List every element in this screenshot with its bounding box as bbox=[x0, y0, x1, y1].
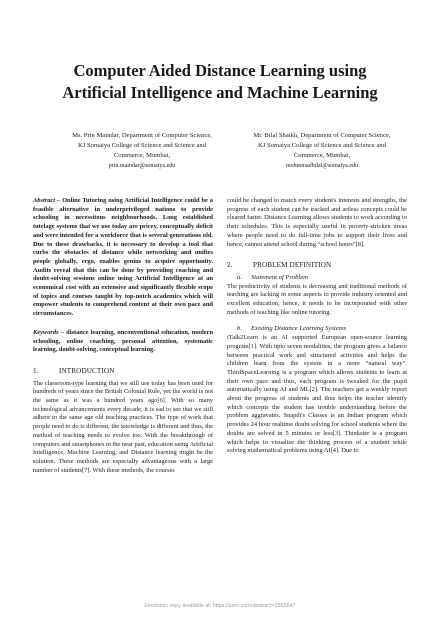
author-1-city: Commerce, Mumbai, bbox=[113, 152, 171, 159]
continued-paragraph: could be changed to match every student's interests and strengths, the progress of each student can be tracked and artless concepts could be cleared faster. Distance Learning allows students to work according to their schedules. This is especially useful in poverty-stricken areas where people need to do full-time jobs to support their lives and hence, cannot attend school during “school hours”[8]. bbox=[227, 197, 407, 248]
author-2-college: KJ Somaiya College of Science and Science and bbox=[258, 142, 386, 149]
author-2-name-dept: Mr. Bilal Shaikh, Department of Computer Science, bbox=[253, 132, 391, 139]
subsection-number: b. bbox=[237, 325, 242, 333]
title-line-1: Computer Aided Distance Learning using bbox=[73, 61, 367, 80]
section-heading-problem-definition bbox=[227, 261, 407, 270]
abstract-text: Online Tutoring using Artificial Intelligence could be a feasible alternative in underprivileged nations to provide schooling in necessitous neighbourhoods. Long established tutelage systems that we use today are pricey, conceptually deficit and were intended for a workforce that is several generations old. Due to these drawbacks, it is necessary to develop a tool that curbs the obstacles of distance while networking and unifies people globally, ergo, enables genius to acquire opportunity. Audits reveal that this can be done by providing coaching and doubt-solving sessions online using Artificial Intelligence at an economical cost with an extensive and significantly flexible scope of topics and courses taught by top-notch academics which will empower students to comprehend content at their own pace and circumstances. bbox=[33, 197, 213, 318]
problem-statement-paragraph: The productivity of students is decreasing and traditional methods of teaching are lacking in some aspects to provide industry oriented and excellent education, hence, it needs to be incorporated with other methods of teaching like online tutoring. bbox=[227, 282, 407, 316]
subsection-heading-statement bbox=[227, 274, 407, 283]
left-column bbox=[33, 197, 213, 475]
subsection-title: Existing Distance Learning Systems bbox=[251, 325, 347, 333]
author-1-email[interactable]: prin.maindar@somaiya.edu bbox=[108, 163, 176, 169]
keywords-text: distance learning, unconventional education, modern schooling, online coaching, personal attention, systematic learning, doubt-solving, conceptual learning. bbox=[33, 328, 214, 354]
subsection-number: a. bbox=[237, 273, 242, 281]
author-1-college: KJ Somaiya College of Science and Science and bbox=[78, 142, 206, 149]
author-block-2 bbox=[232, 131, 412, 171]
section-number: 2. bbox=[227, 261, 233, 270]
section-heading-introduction bbox=[33, 367, 213, 376]
introduction-paragraph: The classroom-type learning that we still use today has been used for hundreds of years since the British Colonial Rule, yet the world is not the same as it was a hundred years ago[6]. With so many technological advancements every decade, it is sad to see that we still adhere to the same age old teaching practices. The type of work that people need to do is different, the knowledge is different and thus, the method of teaching needs to evolve too. With the breakthrough of computers and smartphones in the near past, education using Artificial Intelligence, Machine Learning, and Distance learning might be the solution. These methods are especially advantageous with a large number of students[7]. With these methods, the courses bbox=[33, 379, 213, 474]
section-title: INTRODUCTION bbox=[59, 366, 115, 375]
keywords bbox=[33, 329, 213, 355]
right-column bbox=[227, 197, 407, 456]
section-number: 1. bbox=[33, 366, 39, 375]
abstract-label: Abstract – bbox=[33, 197, 61, 204]
keywords-label: Keywords – bbox=[33, 328, 64, 336]
existing-systems-paragraph: iTalk2Learn is an AI supported European open-source learning program[1]. With upto seven modalities, the program gives a balance between practical work and structured activities and helps the children learn from the system in a more “natural way”. ThirdSpaceLearning is a program which allows students to learn at their own pace and thus, each program is tweaked for the pupil automatically using AI and ML[2]. The teachers get a weekly report about the progress of students and thus helps the teacher identify which concepts the student has trouble understanding before the problem aggravates. Snapdi's Classes is an Indian program which provides 24 hour realtime doubt solving for school students where the doubts are solved in 5 minutes or less[3]. Thinkster is a program which helps to visualize the thinking process of a student while solving mathematical problems using AI[4]. Due to bbox=[227, 334, 407, 455]
author-2-email[interactable]: mohmmadbilal@somaiya.edu bbox=[285, 163, 358, 169]
paper-title bbox=[30, 60, 410, 104]
author-block-1 bbox=[52, 131, 232, 171]
section-title: PROBLEM DEFINITION bbox=[253, 261, 332, 270]
ssrn-watermark: Electronic copy available at: https://ssrn.com/abstract=3565647 bbox=[144, 603, 296, 609]
subsection-title: Statement of Problem bbox=[251, 273, 308, 281]
author-1-name-dept: Ms. Prin Maindar, Department of Computer Science, bbox=[72, 132, 212, 139]
abstract bbox=[33, 197, 213, 319]
subsection-heading-existing-systems bbox=[227, 325, 407, 334]
author-2-city: Commerce, Mumbai, bbox=[293, 152, 351, 159]
title-line-2: Artificial Intelligence and Machine Learning bbox=[62, 83, 378, 102]
